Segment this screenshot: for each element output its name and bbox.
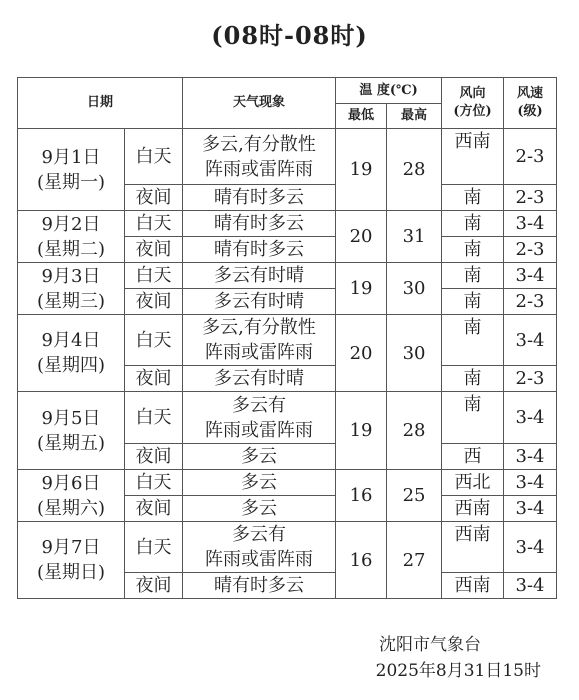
wind-direction: 南 (442, 315, 504, 366)
wind-direction: 南 (442, 392, 504, 444)
wind-speed: 2-3 (504, 185, 557, 211)
header-temperature: 温 度(℃) (336, 78, 442, 104)
issuing-organization: 沈阳市气象台 (379, 635, 481, 655)
weather-day: 多云有时晴 (183, 263, 336, 289)
period-night: 夜间 (125, 237, 183, 263)
weekday-label: (星期三) (36, 290, 106, 312)
period-day: 白天 (125, 470, 183, 496)
weather-line: 阵雨或雷阵雨 (205, 158, 314, 180)
wind-speed: 2-3 (504, 237, 557, 263)
wind-direction: 南 (442, 211, 504, 237)
wind-speed: 3-4 (504, 392, 557, 444)
weather-day (183, 129, 336, 185)
wind-direction: 南 (442, 237, 504, 263)
weather-line: 多云,有分散性 (202, 133, 316, 155)
period-day: 白天 (125, 392, 183, 444)
temp-min: 19 (336, 263, 387, 315)
date-cell (18, 211, 125, 263)
weekday-label: (星期五) (36, 432, 106, 454)
weather-line: 阵雨或雷阵雨 (205, 419, 314, 441)
header-weather: 天气现象 (183, 78, 336, 129)
period-night: 夜间 (125, 573, 183, 599)
header-wind-direction (442, 78, 504, 129)
table-row (18, 263, 557, 289)
weather-night: 多云 (183, 444, 336, 470)
wind-speed: 3-4 (504, 263, 557, 289)
date-cell (18, 470, 125, 522)
temp-max: 25 (387, 470, 442, 522)
date-cell (18, 263, 125, 315)
wind-speed: 3-4 (504, 315, 557, 366)
weekday-label: (星期四) (36, 355, 106, 376)
header-date: 日期 (18, 78, 183, 129)
wind-speed: 3-4 (504, 522, 557, 573)
period-night: 夜间 (125, 289, 183, 315)
period-day: 白天 (125, 211, 183, 237)
temp-min: 16 (336, 470, 387, 522)
date-label: 9月3日 (41, 265, 101, 287)
wind-direction: 南 (442, 185, 504, 211)
date-label: 9月1日 (41, 146, 101, 168)
wind-speed: 2-3 (504, 129, 557, 185)
wind-direction: 南 (442, 366, 504, 392)
table-row (18, 315, 557, 366)
weather-day (183, 392, 336, 444)
issue-time: 2025年8月31日15时 (375, 661, 541, 681)
temp-max: 28 (387, 129, 442, 211)
date-label: 9月7日 (41, 537, 101, 558)
period-night: 夜间 (125, 185, 183, 211)
temp-max: 31 (387, 211, 442, 263)
wind-direction: 西南 (442, 496, 504, 522)
weekday-label: (星期一) (36, 171, 106, 193)
weather-line: 阵雨或雷阵雨 (205, 549, 314, 570)
temp-min: 16 (336, 522, 387, 599)
temp-max: 27 (387, 522, 442, 599)
header-wind-direction-unit: (方位) (453, 104, 492, 119)
wind-speed: 3-4 (504, 211, 557, 237)
header-wind-direction-label: 风向 (459, 86, 486, 101)
temp-max: 28 (387, 392, 442, 470)
weather-line: 多云,有分散性 (202, 317, 316, 338)
weather-day (183, 315, 336, 366)
wind-speed: 3-4 (504, 470, 557, 496)
weather-day (183, 522, 336, 573)
forecast-table (17, 77, 557, 599)
wind-direction: 西北 (442, 470, 504, 496)
weekday-label: (星期六) (36, 497, 106, 519)
header-wind-speed (504, 78, 557, 129)
header-temp-max: 最高 (387, 104, 442, 129)
table-row (18, 470, 557, 496)
wind-speed: 2-3 (504, 366, 557, 392)
temp-max: 30 (387, 263, 442, 315)
wind-speed: 3-4 (504, 573, 557, 599)
period-day: 白天 (125, 263, 183, 289)
wind-direction: 南 (442, 263, 504, 289)
period-night: 夜间 (125, 366, 183, 392)
temp-min: 19 (336, 129, 387, 211)
period-day: 白天 (125, 129, 183, 185)
date-label: 9月6日 (41, 472, 101, 494)
wind-speed: 3-4 (504, 444, 557, 470)
period-night: 夜间 (125, 496, 183, 522)
header-wind-speed-label: 风速 (517, 86, 544, 101)
weather-night: 多云有时晴 (183, 289, 336, 315)
weekday-label: (星期日) (36, 562, 106, 583)
date-label: 9月5日 (41, 407, 101, 429)
weather-day: 晴有时多云 (183, 211, 336, 237)
date-cell (18, 129, 125, 211)
wind-speed: 2-3 (504, 289, 557, 315)
temp-min: 20 (336, 315, 387, 392)
temp-min: 20 (336, 211, 387, 263)
wind-direction: 西 (442, 444, 504, 470)
period-day: 白天 (125, 315, 183, 366)
wind-direction: 南 (442, 289, 504, 315)
weather-night: 多云有时晴 (183, 366, 336, 392)
table-row (18, 392, 557, 444)
wind-direction: 西南 (442, 573, 504, 599)
weather-day: 多云 (183, 470, 336, 496)
date-cell (18, 522, 125, 599)
wind-speed: 3-4 (504, 496, 557, 522)
weekday-label: (星期二) (36, 238, 106, 260)
date-label: 9月2日 (41, 213, 101, 235)
wind-direction: 西南 (442, 129, 504, 185)
period-night: 夜间 (125, 444, 183, 470)
wind-direction: 西南 (442, 522, 504, 573)
date-cell (18, 315, 125, 392)
period-day: 白天 (125, 522, 183, 573)
date-label: 9月4日 (41, 330, 101, 351)
page-title: (08时-08时) (211, 21, 368, 50)
weather-line: 多云有 (232, 524, 287, 545)
table-row (18, 211, 557, 237)
weather-night: 晴有时多云 (183, 237, 336, 263)
weather-night: 晴有时多云 (183, 185, 336, 211)
weather-night: 多云 (183, 496, 336, 522)
table-row (18, 522, 557, 573)
table-row (18, 129, 557, 185)
weather-line: 阵雨或雷阵雨 (205, 342, 314, 363)
header-wind-speed-unit: (级) (517, 104, 543, 119)
header-temp-min: 最低 (336, 104, 387, 129)
weather-line: 多云有 (232, 394, 287, 416)
temp-max: 30 (387, 315, 442, 392)
weather-night: 晴有时多云 (183, 573, 336, 599)
date-cell (18, 392, 125, 470)
temp-min: 19 (336, 392, 387, 470)
